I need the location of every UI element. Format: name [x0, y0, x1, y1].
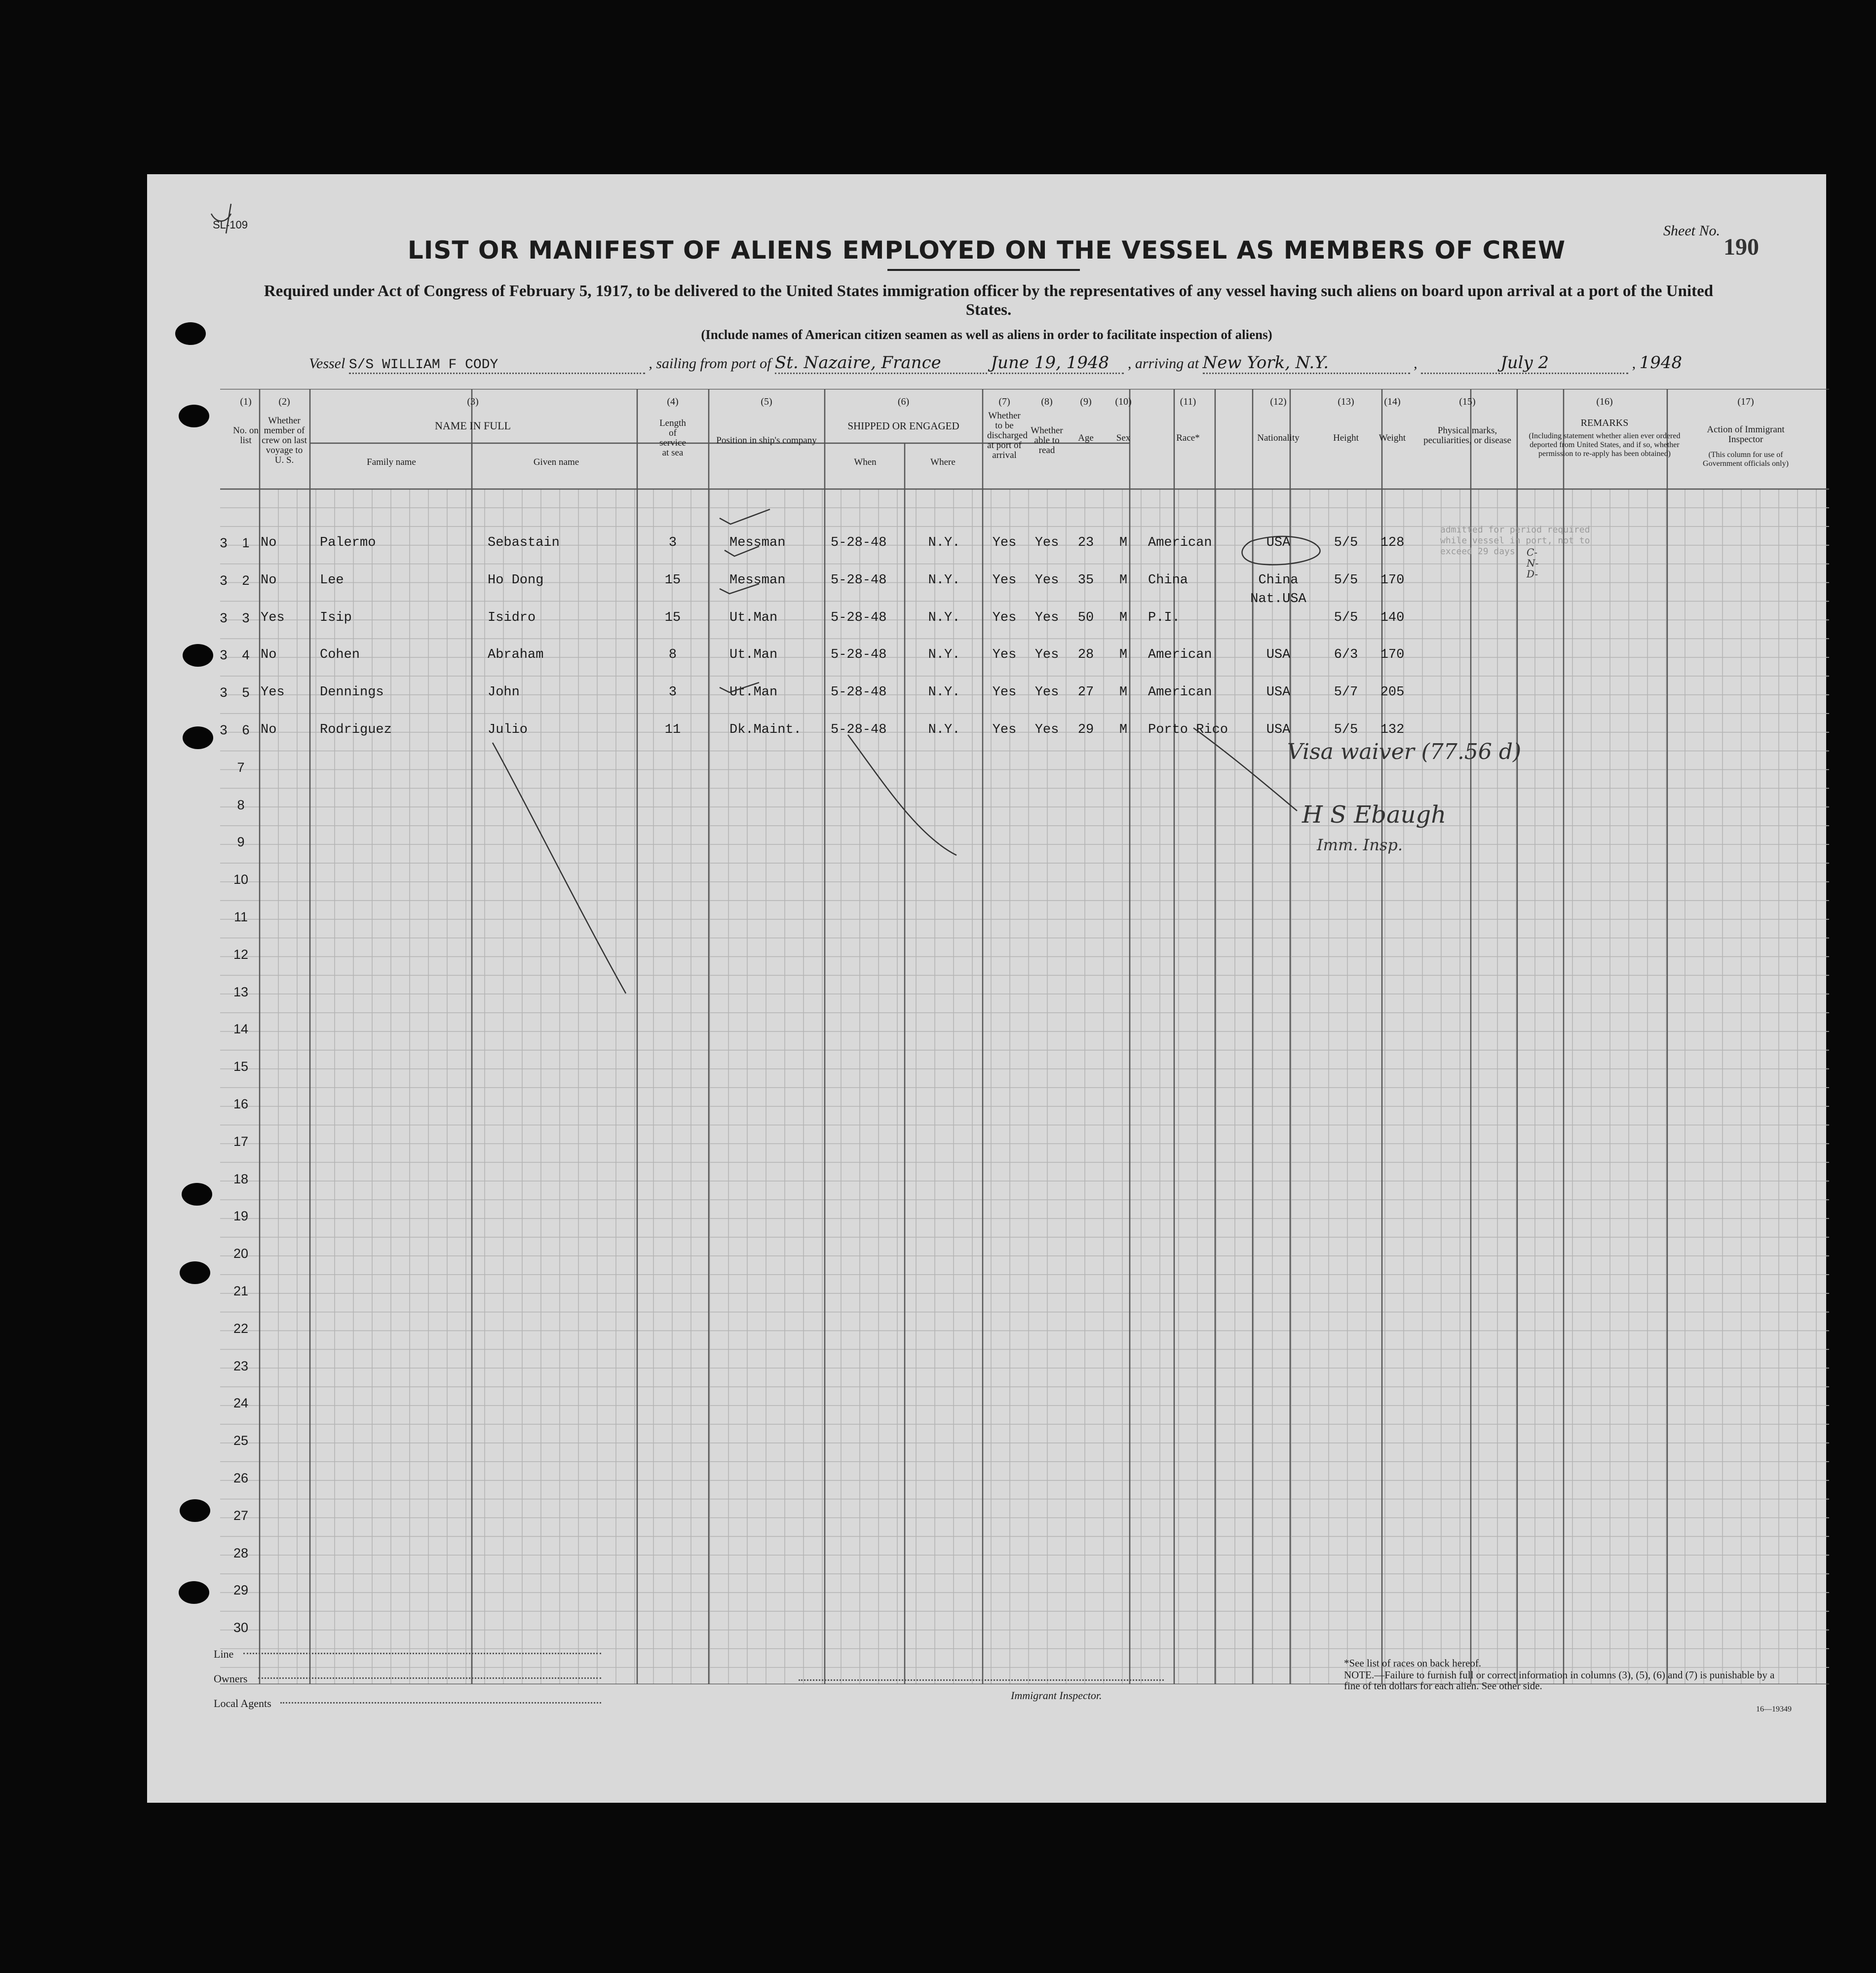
- cell-no: 5: [242, 685, 250, 700]
- cell-weight: 140: [1380, 610, 1405, 625]
- document-subtitle: Required under Act of Congress of February 5, 1917, to be delivered to the United States immigration officer by the representatives of any vessel having such aliens on board upon arrival at a port of the United States.: [264, 282, 1714, 319]
- cell-weight: 170: [1380, 647, 1405, 663]
- cell-family: Cohen: [320, 647, 360, 663]
- cell-weight: 132: [1380, 722, 1405, 737]
- cell-height: 5/5: [1334, 610, 1358, 625]
- cell-when: 5-28-48: [831, 535, 887, 550]
- remarks-letters: C- N- D-: [1527, 546, 1539, 580]
- name-column-diagonal: [493, 743, 626, 993]
- initial-mark: [211, 204, 231, 233]
- cell-position: Ut.Man: [729, 610, 778, 625]
- cell-given: Sebastain: [488, 535, 560, 550]
- line-number: 14: [233, 1022, 249, 1037]
- cell-discharged: Yes: [992, 722, 1017, 737]
- cell-height: 5/7: [1334, 685, 1358, 700]
- shipped-when-header: When: [854, 457, 877, 467]
- line-number: 26: [233, 1471, 249, 1485]
- inspector-signature-line: [799, 1679, 1164, 1681]
- cell-height: 5/5: [1334, 535, 1358, 550]
- cell-sex: M: [1119, 647, 1128, 663]
- cell-race: American: [1148, 685, 1212, 700]
- penalty-note: NOTE.—Failure to furnish full or correct information in columns (3), (5), (6) and (7) is punishable by a fine of ten dollars for each alien. See other side.: [1344, 1669, 1775, 1692]
- cell-no: 6: [242, 722, 250, 737]
- document-title: LIST OR MANIFEST OF ALIENS EMPLOYED ON THE VESSEL AS MEMBERS OF CREW: [407, 236, 1566, 265]
- line-number: 8: [237, 797, 245, 812]
- sheet-number-label: Sheet No.: [1663, 223, 1720, 239]
- cell-position: Dk.Maint.: [729, 722, 802, 737]
- arriving-label: , arriving at: [1127, 355, 1199, 372]
- cell-family: Lee: [320, 572, 344, 588]
- family-name-header: Family name: [367, 457, 416, 467]
- cell-service: 15: [664, 610, 681, 625]
- cell-family: Palermo: [320, 535, 376, 550]
- cell-where: N.Y.: [928, 647, 960, 663]
- local-agents-field: [280, 1702, 601, 1704]
- binder-hole: [180, 1261, 210, 1284]
- col-1-number: (1): [240, 396, 252, 407]
- cell-age: 35: [1077, 572, 1094, 588]
- line-number: 27: [233, 1508, 249, 1523]
- shipped-where-header: Where: [930, 457, 956, 467]
- col-5-header: Position in ship's company: [716, 435, 817, 446]
- cell-given: Julio: [488, 722, 528, 737]
- cell-service: 15: [664, 572, 681, 588]
- line-number: 7: [237, 759, 245, 775]
- col-7-number: (7): [998, 396, 1010, 407]
- arrival-port: New York, N.Y.: [1202, 353, 1329, 373]
- cell-race: Porto Rico: [1148, 722, 1228, 737]
- cell-read: Yes: [1034, 722, 1059, 737]
- inspector-title: Imm. Insp.: [1317, 835, 1403, 854]
- line-number: 13: [233, 984, 249, 999]
- races-footnote: *See list of races on back hereof.: [1344, 1657, 1482, 1669]
- line-number: 18: [233, 1171, 249, 1186]
- cell-mark: 3: [220, 722, 228, 737]
- instruction-note: (Include names of American citizen seamen as well as aliens in order to facilitate inspection of aliens): [701, 327, 1272, 342]
- binder-hole: [179, 1581, 209, 1604]
- line-number: 22: [233, 1321, 249, 1336]
- cell-position: Ut.Man: [729, 685, 778, 700]
- col-7-header: Whether to be discharged at port of arrival: [987, 411, 1028, 460]
- cell-family: Rodriguez: [320, 722, 392, 737]
- check-mark-1: [720, 509, 770, 524]
- pen-strokes: [147, 174, 1826, 1803]
- cell-when: 5-28-48: [831, 572, 887, 588]
- col-13-number: (13): [1338, 396, 1354, 407]
- cell-service: 3: [668, 535, 677, 550]
- cell-when: 5-28-48: [831, 610, 887, 625]
- cell-height: 5/5: [1334, 572, 1358, 588]
- binder-hole: [175, 322, 206, 345]
- cell-discharged: Yes: [992, 685, 1017, 700]
- line-number: 29: [233, 1583, 249, 1598]
- cell-mark: 3: [220, 572, 228, 588]
- col-2-number: (2): [278, 396, 290, 407]
- col-4-header: Length of service at sea: [659, 418, 686, 458]
- sheet-number: 190: [1723, 234, 1759, 260]
- line-number: 17: [233, 1134, 249, 1149]
- cell-nationality-secondary: Nat.USA: [1250, 591, 1306, 607]
- cell-last-voyage: Yes: [261, 610, 285, 625]
- cell-age: 23: [1077, 535, 1094, 550]
- col-14-header: Weight: [1378, 433, 1406, 443]
- cell-when: 5-28-48: [831, 685, 887, 700]
- cell-service: 11: [664, 722, 681, 737]
- cell-age: 28: [1077, 647, 1094, 663]
- col-11-number: (11): [1180, 396, 1196, 407]
- cell-nationality: USA: [1266, 722, 1291, 737]
- col-4-number: (4): [667, 396, 679, 407]
- binder-hole: [183, 726, 213, 749]
- cell-given: Ho Dong: [488, 572, 544, 588]
- cell-where: N.Y.: [928, 610, 960, 625]
- cell-race: American: [1148, 535, 1212, 550]
- cell-discharged: Yes: [992, 535, 1017, 550]
- given-name-header: Given name: [533, 457, 579, 467]
- manifest-sheet: [147, 174, 1826, 1803]
- check-mark-4: [720, 683, 759, 692]
- col-1-header: No. on list: [233, 425, 259, 446]
- line-number: 15: [233, 1059, 249, 1074]
- cell-weight: 128: [1380, 535, 1405, 550]
- race-to-signature-line: [1193, 728, 1297, 811]
- line-number: 24: [233, 1396, 249, 1411]
- col-16-header: REMARKS: [1580, 417, 1629, 428]
- cell-no: 3: [242, 610, 250, 625]
- cell-discharged: Yes: [992, 610, 1017, 625]
- cell-nationality: USA: [1266, 647, 1291, 663]
- cell-where: N.Y.: [928, 572, 960, 588]
- line-number: 28: [233, 1545, 249, 1560]
- col-16-number: (16): [1596, 396, 1613, 407]
- cell-service: 3: [668, 685, 677, 700]
- col-17-header: Action of Immigrant Inspector: [1707, 424, 1785, 445]
- cell-discharged: Yes: [992, 572, 1017, 588]
- arrival-date: July 2: [1500, 353, 1549, 373]
- cell-nationality: China: [1258, 572, 1299, 588]
- cell-weight: 205: [1380, 685, 1405, 700]
- cell-sex: M: [1119, 722, 1128, 737]
- check-mark-2: [725, 546, 759, 556]
- line-field: [243, 1653, 601, 1654]
- line-number: 11: [233, 910, 248, 924]
- cell-no: 1: [242, 535, 250, 550]
- cell-race: American: [1148, 647, 1212, 663]
- cell-discharged: Yes: [992, 647, 1017, 663]
- line-number: 21: [233, 1284, 249, 1298]
- cell-where: N.Y.: [928, 535, 960, 550]
- cell-given: Abraham: [488, 647, 544, 663]
- col-17-subheader: (This column for use of Government officials only): [1703, 451, 1789, 468]
- col-10-header: Sex: [1116, 433, 1131, 443]
- cell-sex: M: [1119, 535, 1128, 550]
- cell-no: 4: [242, 647, 250, 663]
- sailing-date: June 19, 1948: [991, 353, 1110, 373]
- cell-read: Yes: [1034, 610, 1059, 625]
- inspector-signature: H S Ebaugh: [1302, 801, 1447, 829]
- cell-where: N.Y.: [928, 722, 960, 737]
- col-17-number: (17): [1737, 396, 1754, 407]
- cell-read: Yes: [1034, 535, 1059, 550]
- cell-last-voyage: No: [261, 647, 277, 663]
- owners-label: Owners: [214, 1672, 248, 1685]
- col-15-number: (15): [1459, 396, 1476, 407]
- cell-no: 2: [242, 572, 250, 588]
- binder-hole: [180, 1499, 210, 1522]
- col-6-header: SHIPPED OR ENGAGED: [847, 420, 959, 432]
- check-mark-3: [720, 584, 759, 594]
- cell-family: Isip: [320, 610, 352, 625]
- voyage-line: Vessel S/S WILLIAM F CODY , sailing from port of St. Nazaire, France June 19, 1948 , arriving at New York, N.Y. , July 2 , 1948: [309, 353, 1682, 374]
- vessel-name: S/S WILLIAM F CODY: [348, 357, 498, 373]
- sailing-label: , sailing from port of: [649, 355, 771, 372]
- cell-mark: 3: [220, 685, 228, 700]
- departure-port: St. Nazaire, France: [774, 353, 941, 373]
- col-9-number: (9): [1080, 396, 1092, 407]
- nationality-circle: [1242, 536, 1320, 565]
- cell-age: 27: [1077, 685, 1094, 700]
- cell-height: 6/3: [1334, 647, 1358, 663]
- cell-position: Ut.Man: [729, 647, 778, 663]
- cell-height: 5/5: [1334, 722, 1358, 737]
- cell-mark: 3: [220, 535, 228, 550]
- cell-position: Messman: [729, 572, 786, 588]
- cell-read: Yes: [1034, 685, 1059, 700]
- form-code: 16—19349: [1756, 1705, 1792, 1713]
- col-6-number: (6): [897, 396, 910, 407]
- line-number: 9: [237, 835, 245, 850]
- cell-sex: M: [1119, 610, 1128, 625]
- cell-when: 5-28-48: [831, 647, 887, 663]
- cell-race: P.I.: [1148, 610, 1180, 625]
- vessel-label: Vessel: [309, 355, 345, 372]
- cell-nationality: USA: [1266, 685, 1291, 700]
- cell-nationality: USA: [1266, 535, 1291, 550]
- col-8-number: (8): [1041, 396, 1053, 407]
- binder-hole: [183, 644, 213, 667]
- line-number: 23: [233, 1358, 249, 1373]
- cell-race: China: [1148, 572, 1188, 588]
- cell-position: Messman: [729, 535, 786, 550]
- visa-waiver-note: Visa waiver (77.56 d): [1287, 739, 1522, 764]
- line-number: 12: [233, 947, 249, 962]
- cell-when: 5-28-48: [831, 722, 887, 737]
- cell-sex: M: [1119, 685, 1128, 700]
- col-12-header: Nationality: [1257, 433, 1300, 443]
- col-16-subheader: (Including statement whether alien ever ordered deported from United States, and if so, whether permission to re-apply has been obtained): [1529, 432, 1681, 458]
- cell-service: 8: [668, 647, 677, 663]
- remarks-stamp: admitted for period required while vessel in port, not to exceed 29 days: [1440, 525, 1590, 557]
- line-number: 10: [233, 872, 249, 887]
- shipped-column-diagonal: [848, 735, 957, 855]
- col-2-header: Whether member of crew on last voyage to U. S.: [262, 416, 307, 465]
- cell-mark: 3: [220, 647, 228, 663]
- col-9-header: Age: [1078, 433, 1094, 443]
- col-10-number: (10): [1115, 396, 1132, 407]
- arrival-year: 1948: [1639, 353, 1683, 373]
- cell-age: 29: [1077, 722, 1094, 737]
- cell-last-voyage: No: [261, 722, 277, 737]
- line-number: 25: [233, 1433, 249, 1448]
- cell-age: 50: [1077, 610, 1094, 625]
- cell-last-voyage: Yes: [261, 685, 285, 700]
- binder-hole: [179, 405, 209, 427]
- local-agents-label: Local Agents: [214, 1697, 271, 1709]
- owners-field: [258, 1677, 601, 1679]
- binder-hole: [182, 1183, 212, 1206]
- line-number: 30: [233, 1620, 249, 1635]
- line-label: Line: [214, 1648, 234, 1660]
- cell-read: Yes: [1034, 572, 1059, 588]
- line-number: 16: [233, 1097, 249, 1111]
- cell-family: Dennings: [320, 685, 384, 700]
- cell-given: Isidro: [488, 610, 536, 625]
- line-number: 20: [233, 1246, 249, 1261]
- col-11-header: Race*: [1176, 433, 1200, 443]
- line-number: 19: [233, 1209, 249, 1224]
- cell-read: Yes: [1034, 647, 1059, 663]
- col-5-number: (5): [761, 396, 772, 407]
- col-14-number: (14): [1384, 396, 1401, 407]
- col-3-number: (3): [467, 396, 479, 407]
- cell-mark: 3: [220, 610, 228, 625]
- immigrant-inspector-label: Immigrant Inspector.: [1011, 1689, 1102, 1702]
- col-12-number: (12): [1270, 396, 1287, 407]
- cell-weight: 170: [1380, 572, 1405, 588]
- col-8-header: Whether able to read: [1031, 425, 1063, 455]
- col-13-header: Height: [1333, 433, 1359, 443]
- col-3-header: NAME IN FULL: [435, 419, 511, 432]
- cell-sex: M: [1119, 572, 1128, 588]
- cell-last-voyage: No: [261, 572, 277, 588]
- cell-given: John: [488, 685, 520, 700]
- form-id: SL-109: [213, 219, 248, 231]
- cell-where: N.Y.: [928, 685, 960, 700]
- col-15-header: Physical marks, peculiarities, or disease: [1423, 425, 1511, 446]
- cell-last-voyage: No: [261, 535, 277, 550]
